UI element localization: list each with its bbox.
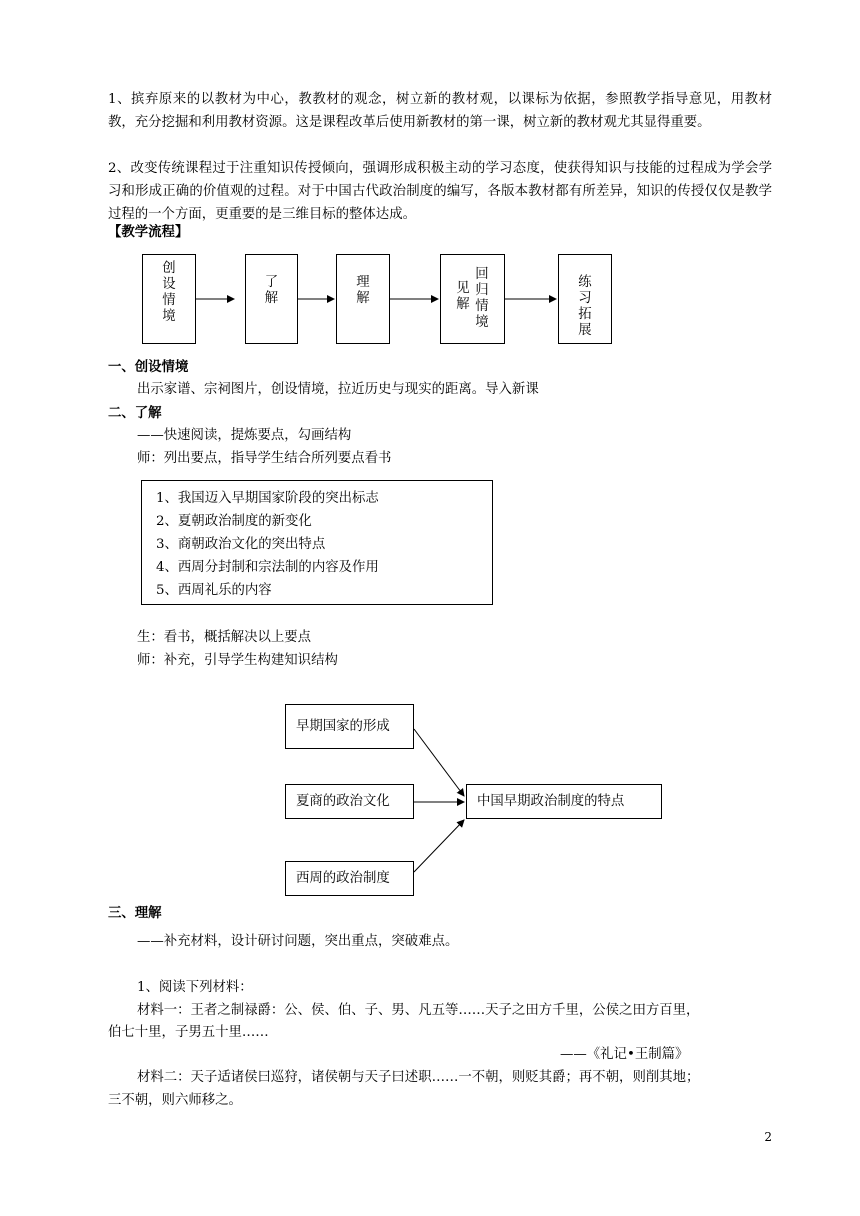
structure-box-label: 西周的政治制度 xyxy=(296,870,390,886)
section2-heading: 二、了解 xyxy=(108,405,162,421)
section3-line1: ——补充材料，设计研讨问题，突出重点，突破难点。 xyxy=(137,934,459,949)
section1-heading: 一、创设情境 xyxy=(108,359,189,375)
structure-box-label: 夏商的政治文化 xyxy=(296,793,390,809)
structure-box-western-zhou xyxy=(285,861,414,896)
material1-source: ——《礼记•王制篇》 xyxy=(560,1047,689,1062)
material2-line2: 三不朝，则六师移之。 xyxy=(108,1093,242,1108)
key-point: 4、西周分封制和宗法制的内容及作用 xyxy=(156,560,379,575)
flow-box-practice xyxy=(558,254,612,344)
flow-box-text-right: 回 归 情 境 xyxy=(475,267,489,330)
flow-box-create-situation xyxy=(142,254,196,344)
page-number: 2 xyxy=(764,1130,772,1144)
flow-heading: 【教学流程】 xyxy=(108,224,189,240)
structure-box-target xyxy=(466,784,662,819)
flow-box-text: 练 习 拓 展 xyxy=(578,275,592,338)
key-points-box xyxy=(141,480,493,605)
key-point: 3、商朝政治文化的突出特点 xyxy=(156,537,326,552)
section2-line1: ——快速阅读，提炼要点，勾画结构 xyxy=(137,428,352,443)
flow-box-text: 理 解 xyxy=(356,275,370,306)
flow-box-understand xyxy=(245,254,298,344)
flow-box-insight-return xyxy=(440,254,505,344)
material1-line2: 伯七十里，子男五十里…… xyxy=(108,1025,269,1040)
key-point: 1、我国迈入早期国家阶段的突出标志 xyxy=(156,491,379,506)
section1-text: 出示家谱、宗祠图片，创设情境，拉近历史与现实的距离。导入新课 xyxy=(137,382,539,397)
section2-line2: 师：列出要点，指导学生结合所列要点看书 xyxy=(137,451,392,466)
structure-arrows xyxy=(414,729,464,872)
material1-line1: 材料一：王者之制禄爵：公、侯、伯、子、男、凡五等……天子之田方千里，公侯之田方百里， xyxy=(137,1003,700,1018)
key-point: 2、夏朝政治制度的新变化 xyxy=(156,514,312,529)
intro-paragraph-2: 2、改变传统课程过于注重知识传授倾向，强调形成积极主动的学习态度，使获得知识与技能的过程成为学会学习和形成正确的价值观的过程。对于中国古代政治制度的编写，各版本教材都有所差异，知识的传授仅仅是教学过程的一个方面，更重要的是三维目标的整体达成。 xyxy=(108,161,772,222)
structure-box-early-state xyxy=(285,704,414,749)
material2-line1: 材料二：天子适诸侯曰巡狩，诸侯朝与天子曰述职……一不朝，则贬其爵；再不朝，则削其地； xyxy=(137,1070,700,1085)
section2-line4: 师：补充，引导学生构建知识结构 xyxy=(137,653,338,668)
flow-box-text: 创 设 情 境 xyxy=(162,261,176,324)
section3-heading: 三、理解 xyxy=(108,905,162,921)
section2-line3: 生：看书，概括解决以上要点 xyxy=(137,630,312,645)
structure-box-label: 中国早期政治制度的特点 xyxy=(477,793,625,809)
structure-box-xia-shang xyxy=(285,784,414,819)
structure-box-label: 早期国家的形成 xyxy=(296,718,390,734)
key-point: 5、西周礼乐的内容 xyxy=(156,583,272,598)
intro-paragraph-1: 1、摈弃原来的以教材为中心，教教材的观念，树立新的教材观，以课标为依据，参照教学指导意见，用教材教，充分挖掘和利用教材资源。这是课程改革后使用新教材的第一课，树立新的教材观尤其显得重要。 xyxy=(108,92,772,130)
flow-box-text-left: 见 解 xyxy=(456,281,470,312)
section3-read: 1、阅读下列材料： xyxy=(137,980,253,995)
flow-box-text: 了 解 xyxy=(264,275,279,306)
flow-box-comprehend xyxy=(336,254,390,344)
